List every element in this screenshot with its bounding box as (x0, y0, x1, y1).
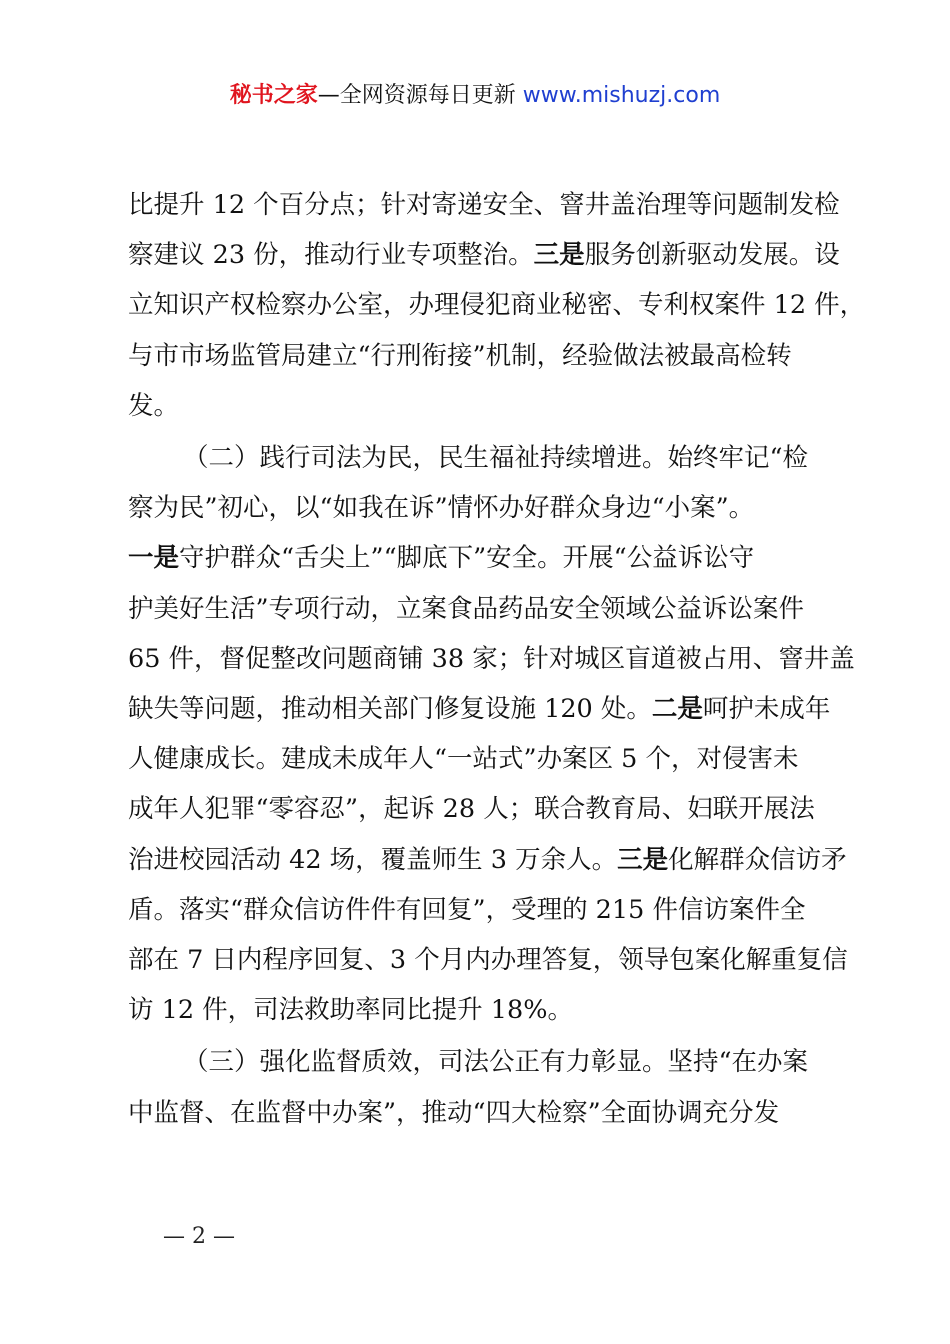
text-line: 中监督、在监督中办案”，推动“四大检察”全面协调充分发 (128, 1097, 780, 1128)
text-line: 65 件，督促整改问题商铺 38 家；针对城区盲道被占用、窨井盖 (128, 643, 855, 674)
document-body (128, 180, 866, 1138)
page-number: — 2 — (163, 1224, 235, 1249)
text-line: 盾。落实“群众信访件件有回复”，受理的 215 件信访案件全 (128, 894, 806, 925)
text-line: 与市市场监管局建立“行刑衔接”机制，经验做法被最高检转 (128, 340, 792, 371)
paragraph-3 (128, 1037, 834, 1137)
site-url-link[interactable]: www.mishuzj.com (522, 83, 721, 108)
header-tagline: —全网资源每日更新 (317, 83, 523, 108)
emphasis-label: 三是 (533, 240, 585, 271)
paragraph-2 (128, 433, 855, 1035)
text-line: 护美好生活”专项行动，立案食品药品安全领域公益诉讼案件 (128, 593, 805, 624)
emphasis-label: 三是 (617, 844, 669, 875)
text-line: 立知识产权检察办公室，办理侵犯商业秘密、专利权案件 12 件， (128, 290, 866, 321)
text-line: 比提升 12 个百分点；针对寄递安全、窨井盖治理等问题制发检 (128, 190, 840, 220)
section-heading-line: （二）践行司法为民，民生福祉持续增进。始终牢记“检 (183, 443, 809, 474)
site-header (0, 80, 950, 112)
brand-name: 秘书之家 (229, 83, 318, 108)
text-line: 察建议 23 份，推动行业专项整治。三是服务创新驱动发展。设 (128, 240, 840, 271)
text-line: 成年人犯罪“零容忍”，起诉 28 人；联合教育局、妇联开展法 (128, 794, 815, 825)
text-line: 察为民”初心，以“如我在诉”情怀办好群众身边“小案”。 (128, 493, 755, 524)
text-line: 治进校园活动 42 场，覆盖师生 3 万余人。三是化解群众信访矛 (128, 844, 847, 875)
text-line: 部在 7 日内程序回复、3 个月内办理答复，领导包案化解重复信 (128, 945, 848, 976)
text-line: 缺失等问题，推动相关部门修复设施 120 处。二是呵护未成年 (128, 694, 831, 725)
section-heading-line: （三）强化监督质效，司法公正有力彰显。坚持“在办案 (183, 1047, 809, 1078)
text-line: 人健康成长。建成未成年人“一站式”办案区 5 个，对侵害未 (128, 744, 799, 775)
emphasis-label: 二是 (651, 694, 703, 725)
paragraph-1 (128, 180, 866, 431)
text-line: 访 12 件，司法救助率同比提升 18%。 (128, 995, 573, 1026)
emphasis-label: 一是 (128, 543, 180, 574)
text-line: 发。 (128, 390, 180, 421)
text-line: 一是守护群众“舌尖上”“脚底下”安全。开展“公益诉讼守 (128, 543, 755, 574)
